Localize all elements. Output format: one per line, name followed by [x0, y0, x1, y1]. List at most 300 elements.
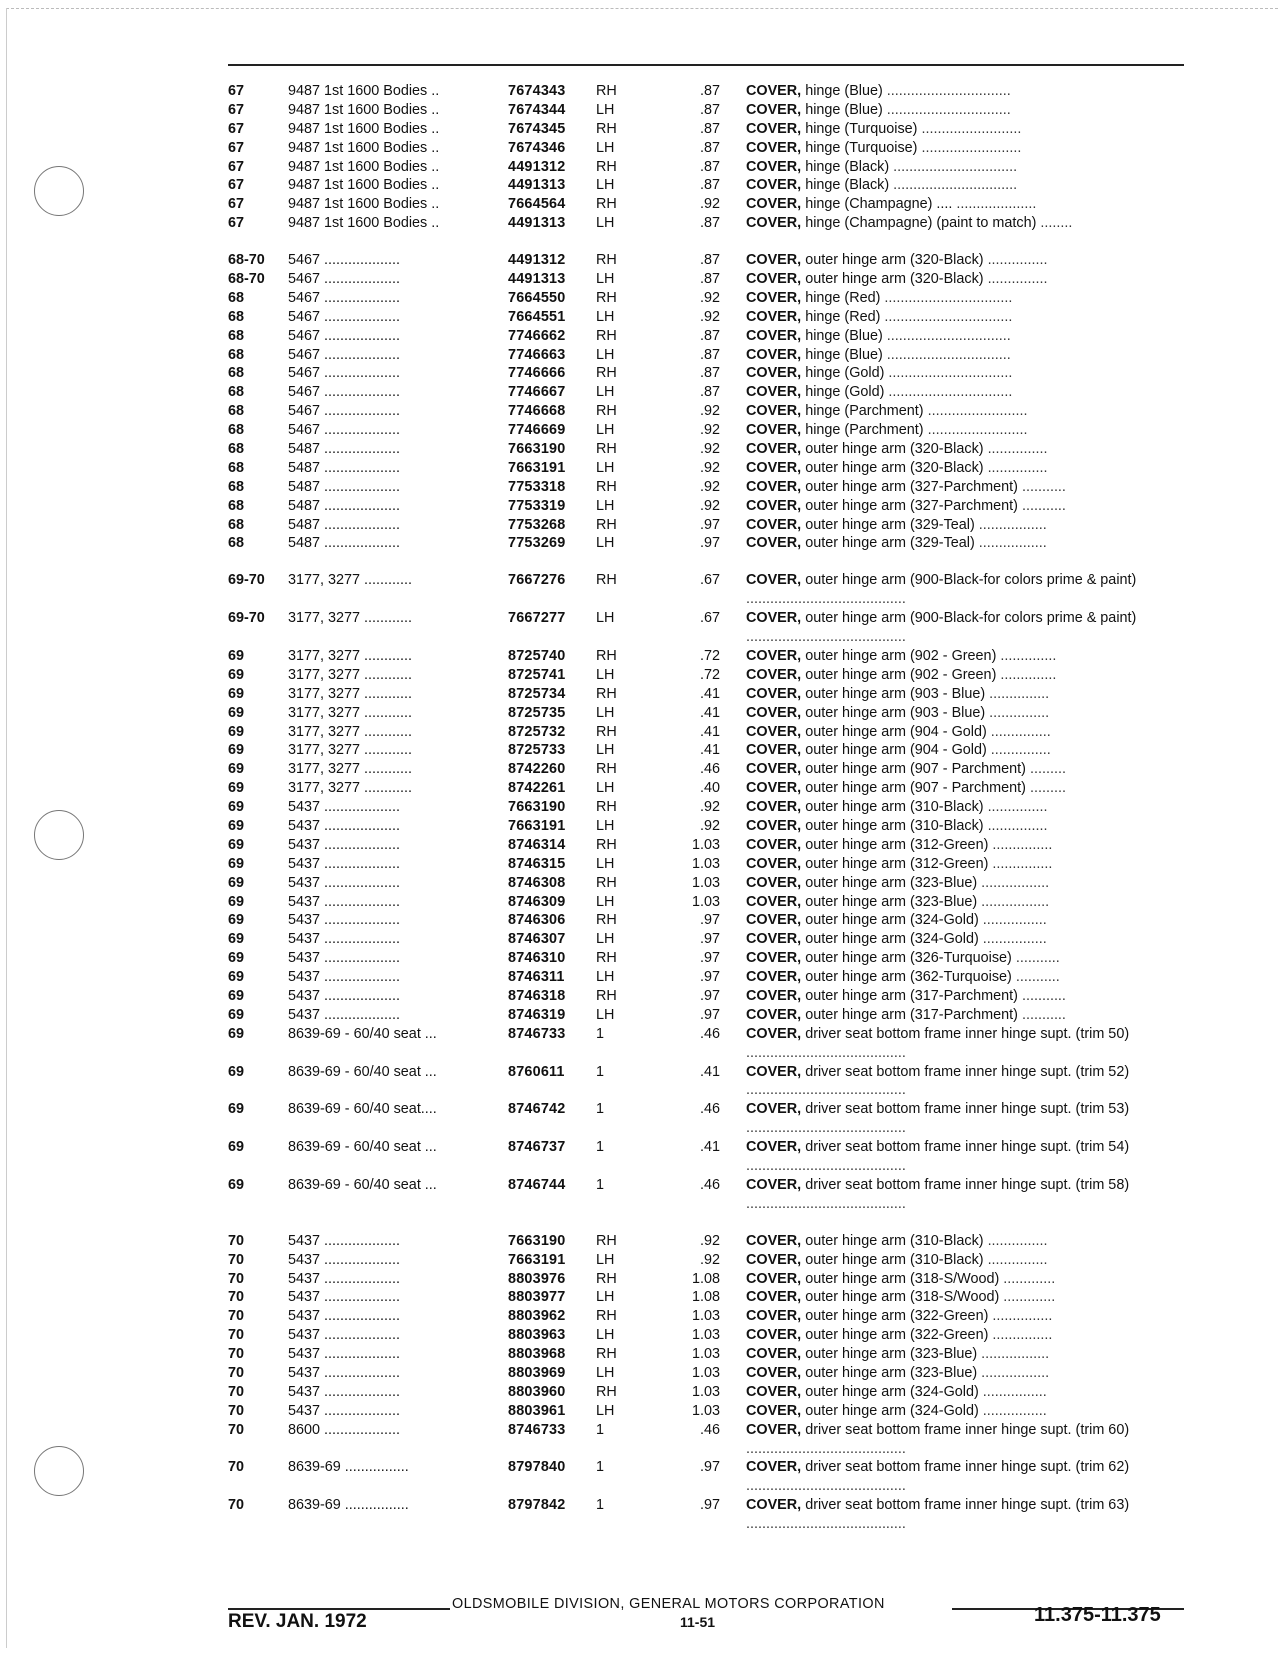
description-text: outer hinge arm (312-Green) [805, 855, 989, 872]
price-cell: .92 [699, 422, 720, 439]
description-noun: COVER, [746, 215, 802, 232]
model-cell: 5467 ................... [288, 289, 400, 306]
side-cell: 1 [596, 1421, 605, 1438]
description-cell [746, 609, 1182, 647]
description-text: hinge (Turquoise) [805, 120, 918, 137]
side-cell: LH [596, 215, 615, 232]
model-cell: 5437 ................... [288, 950, 400, 967]
part-number-cell: 7753269 [508, 535, 566, 552]
part-number-cell: 8746310 [508, 950, 566, 967]
year-cell: 69 [228, 1101, 245, 1118]
leader-dots: ........................................ [746, 1044, 906, 1061]
description-noun: COVER, [746, 723, 802, 740]
year-cell: 70 [228, 1346, 245, 1363]
table-row [0, 402, 1284, 421]
description-text: hinge (Black) [805, 158, 890, 175]
year-cell: 67 [228, 215, 245, 232]
price-cell: .87 [699, 215, 720, 232]
description-noun: COVER, [746, 308, 802, 325]
part-number-cell: 8746309 [508, 893, 566, 910]
model-cell: 9487 1st 1600 Bodies .. [288, 196, 440, 213]
price-cell: .97 [699, 516, 720, 533]
leader-dots: ................. [978, 535, 1047, 552]
description-text: hinge (Black) [805, 177, 890, 194]
description-noun: COVER, [746, 855, 802, 872]
description-cell [746, 176, 1182, 195]
description-cell [746, 1402, 1182, 1421]
description-cell [746, 1496, 1182, 1534]
part-number-cell: 8746737 [508, 1139, 566, 1156]
model-cell: 3177, 3277 ............ [288, 685, 412, 702]
price-cell: .97 [699, 535, 720, 552]
side-cell: LH [596, 666, 615, 683]
price-cell: 1.08 [691, 1289, 720, 1306]
table-row [0, 609, 1284, 647]
table-row [0, 383, 1284, 402]
leader-dots: ................ [982, 1402, 1047, 1419]
part-number-cell: 8746308 [508, 874, 566, 891]
side-cell: RH [596, 1346, 617, 1363]
leader-dots: ............... [987, 271, 1048, 288]
description-text: driver seat bottom frame inner hinge supt. (trim 63) [805, 1497, 1130, 1514]
leader-dots: .............. [1000, 647, 1057, 664]
description-noun: COVER, [746, 1232, 802, 1249]
description-text: outer hinge arm (329-Teal) [805, 535, 975, 552]
model-cell: 3177, 3277 ............ [288, 666, 412, 683]
year-cell: 68 [228, 459, 245, 476]
model-cell: 5467 ................... [288, 403, 400, 420]
description-noun: COVER, [746, 969, 802, 986]
description-noun: COVER, [746, 742, 802, 759]
description-cell [746, 1006, 1182, 1025]
year-cell: 69 [228, 969, 245, 986]
year-cell: 68 [228, 308, 245, 325]
leader-dots: ............... [990, 723, 1051, 740]
year-cell: 67 [228, 196, 245, 213]
description-noun: COVER, [746, 1365, 802, 1381]
description-cell [746, 534, 1182, 553]
description-text: driver seat bottom frame inner hinge supt. (trim 50) [805, 1025, 1130, 1042]
part-number-cell: 7674345 [508, 120, 566, 137]
description-text: hinge (Champagne) .... [805, 196, 953, 213]
year-cell: 69 [228, 780, 245, 797]
model-cell: 3177, 3277 ............ [288, 610, 412, 627]
leader-dots: ............... [987, 817, 1048, 834]
price-cell: 1.03 [691, 874, 720, 891]
price-cell: .46 [699, 1101, 720, 1118]
model-cell: 8639-69 ................ [288, 1459, 409, 1476]
part-number-cell: 7746668 [508, 403, 566, 420]
model-cell: 5437 ................... [288, 1006, 400, 1023]
description-cell [746, 666, 1182, 685]
price-cell: .87 [699, 271, 720, 288]
description-noun: COVER, [746, 666, 802, 683]
leader-dots: ............... [987, 252, 1048, 269]
year-cell: 68 [228, 327, 245, 344]
description-text: outer hinge arm (320-Black) [805, 441, 984, 458]
side-cell: LH [596, 271, 615, 288]
side-cell: RH [596, 723, 617, 740]
description-cell [746, 459, 1182, 478]
year-cell: 69 [228, 1139, 245, 1156]
price-cell: .97 [699, 1497, 720, 1514]
description-noun: COVER, [746, 1025, 802, 1042]
description-noun: COVER, [746, 403, 802, 420]
description-text: outer hinge arm (317-Parchment) [805, 988, 1018, 1004]
year-cell: 68 [228, 346, 245, 363]
description-noun: COVER, [746, 704, 802, 721]
side-cell: RH [596, 1270, 617, 1287]
price-cell: 1.03 [691, 1383, 720, 1400]
part-number-cell: 8803976 [508, 1270, 566, 1287]
side-cell: 1 [596, 1139, 605, 1156]
part-number-cell: 8746311 [508, 969, 565, 986]
part-number-cell: 7663191 [508, 817, 566, 834]
model-cell: 9487 1st 1600 Bodies .. [288, 215, 440, 232]
side-cell: RH [596, 83, 617, 99]
price-cell: .40 [699, 780, 720, 797]
side-cell: LH [596, 1006, 615, 1023]
description-noun: COVER, [746, 384, 802, 401]
section-code: 11.375-11.375 [1034, 1604, 1161, 1626]
table-row [0, 421, 1284, 440]
year-cell: 70 [228, 1327, 245, 1344]
side-cell: LH [596, 1327, 615, 1344]
price-cell: .46 [699, 761, 720, 778]
price-cell: .46 [699, 1176, 720, 1193]
table-row [0, 893, 1284, 912]
description-cell [746, 516, 1182, 535]
model-cell: 3177, 3277 ............ [288, 572, 412, 589]
description-text: outer hinge arm (362-Turquoise) [805, 969, 1012, 986]
year-cell: 70 [228, 1402, 245, 1419]
table-row [0, 195, 1284, 214]
table-row [0, 1100, 1284, 1138]
section-gap [0, 1214, 1284, 1232]
model-cell: 5467 ................... [288, 346, 400, 363]
description-text: outer hinge arm (329-Teal) [805, 516, 975, 533]
part-number-cell: 7674344 [508, 101, 566, 118]
description-cell [746, 327, 1182, 346]
description-text: outer hinge arm (324-Gold) [805, 1402, 979, 1419]
year-cell: 68 [228, 422, 245, 439]
leader-dots: ........... [1021, 988, 1066, 1004]
model-cell: 8639-69 - 60/40 seat ... [288, 1139, 437, 1156]
leader-dots: ........................................ [746, 1082, 906, 1099]
price-cell: .87 [699, 384, 720, 401]
description-noun: COVER, [746, 1383, 802, 1400]
year-cell: 68 [228, 384, 245, 401]
model-cell: 9487 1st 1600 Bodies .. [288, 101, 440, 118]
side-cell: LH [596, 969, 615, 986]
table-row [0, 364, 1284, 383]
model-cell: 5467 ................... [288, 252, 400, 269]
table-row [0, 1232, 1284, 1251]
model-cell: 5467 ................... [288, 327, 400, 344]
part-number-cell: 8797842 [508, 1497, 566, 1514]
description-text: outer hinge arm (320-Black) [805, 252, 984, 269]
leader-dots: ............... [989, 685, 1050, 702]
description-cell [746, 685, 1182, 704]
side-cell: RH [596, 516, 617, 533]
description-cell [746, 1176, 1182, 1214]
part-number-cell: 8803960 [508, 1383, 566, 1400]
side-cell: RH [596, 441, 617, 458]
description-text: outer hinge arm (310-Black) [805, 1232, 984, 1249]
model-cell: 5437 ................... [288, 799, 400, 816]
description-noun: COVER, [746, 83, 802, 99]
side-cell: LH [596, 1365, 615, 1381]
description-cell [746, 836, 1182, 855]
leader-dots: ........................................ [746, 1158, 906, 1175]
description-text: hinge (Parchment) [805, 403, 924, 420]
part-number-cell: 8803968 [508, 1346, 566, 1363]
price-cell: .97 [699, 1006, 720, 1023]
model-cell: 5437 ................... [288, 855, 400, 872]
description-noun: COVER, [746, 346, 802, 363]
leader-dots: ........................................ [746, 1195, 906, 1212]
year-cell: 68-70 [228, 252, 265, 269]
leader-dots: ........... [1021, 1006, 1066, 1023]
description-noun: COVER, [746, 497, 802, 514]
description-text: outer hinge arm (317-Parchment) [805, 1006, 1018, 1023]
leader-dots: ............................... [886, 346, 1011, 363]
description-noun: COVER, [746, 271, 802, 288]
table-row [0, 911, 1284, 930]
description-cell [746, 383, 1182, 402]
description-cell [746, 1326, 1182, 1345]
description-text: outer hinge arm (310-Black) [805, 1251, 984, 1268]
year-cell: 67 [228, 177, 245, 194]
model-cell: 5467 ................... [288, 271, 400, 288]
part-number-cell: 8746314 [508, 836, 566, 853]
description-noun: COVER, [746, 893, 802, 910]
table-row [0, 1421, 1284, 1459]
description-cell [746, 1063, 1182, 1101]
year-cell: 69 [228, 761, 245, 778]
description-noun: COVER, [746, 647, 802, 664]
price-cell: .41 [699, 1139, 720, 1156]
part-number-cell: 4491313 [508, 271, 566, 288]
model-cell: 3177, 3277 ............ [288, 704, 412, 721]
leader-dots: ................................ [884, 308, 1013, 325]
model-cell: 8639-69 - 60/40 seat.... [288, 1101, 437, 1118]
year-cell: 68 [228, 289, 245, 306]
description-cell [746, 195, 1182, 214]
leader-dots: ................. [981, 874, 1050, 891]
price-cell: .87 [699, 120, 720, 137]
part-number-cell: 8797840 [508, 1459, 566, 1476]
description-cell [746, 289, 1182, 308]
side-cell: LH [596, 535, 615, 552]
leader-dots: ........ [1040, 215, 1073, 232]
part-number-cell: 8725735 [508, 704, 566, 721]
price-cell: .97 [699, 969, 720, 986]
description-cell [746, 1307, 1182, 1326]
price-cell: .97 [699, 950, 720, 967]
model-cell: 9487 1st 1600 Bodies .. [288, 139, 440, 156]
part-number-cell: 4491312 [508, 252, 566, 269]
side-cell: LH [596, 1251, 615, 1268]
table-row [0, 1025, 1284, 1063]
leader-dots: ............. [1003, 1270, 1056, 1287]
leader-dots: ............... [987, 799, 1048, 816]
price-cell: .92 [699, 799, 720, 816]
description-noun: COVER, [746, 1139, 802, 1156]
table-row [0, 817, 1284, 836]
model-cell: 5487 ................... [288, 535, 400, 552]
part-number-cell: 8725741 [508, 666, 566, 683]
part-number-cell: 8803969 [508, 1365, 566, 1381]
description-cell [746, 497, 1182, 516]
side-cell: RH [596, 836, 617, 853]
description-cell [746, 139, 1182, 158]
table-row [0, 158, 1284, 177]
part-number-cell: 8746733 [508, 1421, 566, 1438]
leader-dots: ............................... [893, 177, 1018, 194]
header-rule [228, 64, 1184, 66]
description-text: outer hinge arm (318-S/Wood) [805, 1289, 1000, 1306]
part-number-cell: 4491312 [508, 158, 566, 175]
year-cell: 67 [228, 120, 245, 137]
side-cell: LH [596, 704, 615, 721]
description-noun: COVER, [746, 931, 802, 948]
price-cell: .87 [699, 177, 720, 194]
side-cell: RH [596, 120, 617, 137]
side-cell: RH [596, 158, 617, 175]
side-cell: LH [596, 139, 615, 156]
description-cell [746, 1232, 1182, 1251]
model-cell: 5487 ................... [288, 459, 400, 476]
description-cell [746, 214, 1182, 233]
model-cell: 5437 ................... [288, 836, 400, 853]
part-number-cell: 8746319 [508, 1006, 566, 1023]
description-text: outer hinge arm (318-S/Wood) [805, 1270, 1000, 1287]
description-noun: COVER, [746, 120, 802, 137]
description-cell [746, 251, 1182, 270]
year-cell: 69 [228, 1176, 245, 1193]
description-cell [746, 270, 1182, 289]
year-cell: 67 [228, 139, 245, 156]
part-number-cell: 8746306 [508, 912, 566, 929]
leader-dots: ............................... [886, 327, 1011, 344]
model-cell: 8639-69 - 60/40 seat ... [288, 1176, 437, 1193]
model-cell: 8639-69 ................ [288, 1497, 409, 1514]
year-cell: 69 [228, 666, 245, 683]
part-number-cell: 7663190 [508, 1232, 566, 1249]
table-row [0, 1326, 1284, 1345]
model-cell: 5437 ................... [288, 1289, 400, 1306]
price-cell: 1.03 [691, 1308, 720, 1325]
model-cell: 5437 ................... [288, 1270, 400, 1287]
side-cell: RH [596, 1232, 617, 1249]
table-row [0, 1063, 1284, 1101]
table-row [0, 1383, 1284, 1402]
description-text: hinge (Red) [805, 289, 881, 306]
description-noun: COVER, [746, 158, 802, 175]
year-cell: 69 [228, 1025, 245, 1042]
description-cell [746, 949, 1182, 968]
part-number-cell: 7746663 [508, 346, 566, 363]
description-text: outer hinge arm (323-Blue) [805, 893, 978, 910]
price-cell: .92 [699, 403, 720, 420]
table-row [0, 214, 1284, 233]
part-number-cell: 7664564 [508, 196, 566, 213]
description-text: outer hinge arm (322-Green) [805, 1327, 989, 1344]
description-text: hinge (Parchment) [805, 422, 924, 439]
table-row [0, 1345, 1284, 1364]
leader-dots: ........................................ [746, 629, 906, 646]
part-number-cell: 8803963 [508, 1327, 566, 1344]
part-number-cell: 8746318 [508, 988, 566, 1004]
description-noun: COVER, [746, 365, 802, 382]
side-cell: RH [596, 196, 617, 213]
side-cell: LH [596, 610, 615, 627]
model-cell: 5467 ................... [288, 308, 400, 325]
description-text: hinge (Champagne) (paint to match) [805, 215, 1037, 232]
side-cell: RH [596, 572, 617, 589]
leader-dots: ............................... [888, 384, 1013, 401]
side-cell: RH [596, 950, 617, 967]
description-noun: COVER, [746, 685, 802, 702]
table-row [0, 760, 1284, 779]
table-row [0, 327, 1284, 346]
leader-dots: ................ [982, 912, 1047, 929]
model-cell: 5437 ................... [288, 1402, 400, 1419]
price-cell: 1.03 [691, 1346, 720, 1363]
side-cell: LH [596, 742, 615, 759]
price-cell: .67 [699, 610, 720, 627]
part-number-cell: 8742261 [508, 780, 566, 797]
year-cell: 68 [228, 535, 245, 552]
description-text: driver seat bottom frame inner hinge supt. (trim 53) [805, 1101, 1130, 1118]
description-cell [746, 779, 1182, 798]
table-row [0, 855, 1284, 874]
description-cell [746, 1270, 1182, 1289]
price-cell: .46 [699, 1421, 720, 1438]
description-text: outer hinge arm (324-Gold) [805, 912, 979, 929]
side-cell: RH [596, 365, 617, 382]
price-cell: .92 [699, 478, 720, 495]
side-cell: LH [596, 1289, 615, 1306]
page-number: 11-51 [680, 1614, 716, 1630]
description-noun: COVER, [746, 1308, 802, 1325]
description-noun: COVER, [746, 1421, 802, 1438]
year-cell: 69 [228, 817, 245, 834]
description-cell [746, 1288, 1182, 1307]
description-noun: COVER, [746, 610, 802, 627]
description-text: driver seat bottom frame inner hinge supt. (trim 62) [805, 1459, 1130, 1476]
price-cell: .41 [699, 742, 720, 759]
price-cell: .97 [699, 931, 720, 948]
description-noun: COVER, [746, 441, 802, 458]
year-cell: 69 [228, 893, 245, 910]
part-number-cell: 7674346 [508, 139, 566, 156]
leader-dots: ........... [1015, 969, 1060, 986]
parts-list [0, 82, 1284, 1534]
description-noun: COVER, [746, 761, 802, 778]
table-row [0, 289, 1284, 308]
description-noun: COVER, [746, 1346, 802, 1363]
description-cell [746, 120, 1182, 139]
year-cell: 67 [228, 101, 245, 118]
year-cell: 68 [228, 403, 245, 420]
description-text: outer hinge arm (310-Black) [805, 799, 984, 816]
price-cell: .92 [699, 817, 720, 834]
model-cell: 5437 ................... [288, 874, 400, 891]
side-cell: LH [596, 177, 615, 194]
description-cell [746, 1421, 1182, 1459]
